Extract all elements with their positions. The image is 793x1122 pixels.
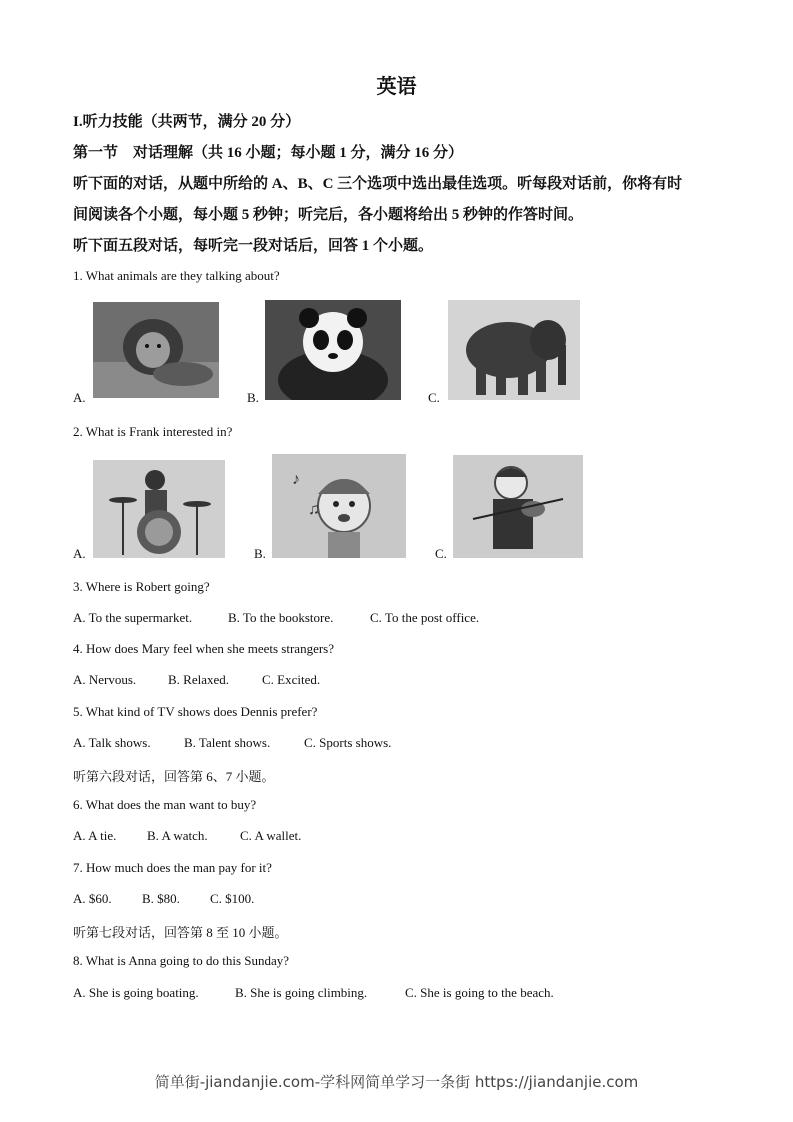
q4-option-c: C. Excited.	[262, 672, 321, 687]
page-footer[interactable]: 简单街-jiandanjie.com-学科网简单学习一条街 https://jiandanjie.com	[154, 1073, 639, 1091]
question-5-options	[73, 735, 391, 751]
q7-option-c: C. $100.	[210, 891, 255, 906]
q8-option-a: A. She is going boating.	[73, 985, 199, 1000]
instructions-line-1: 听下面的对话，从题中所给的 A、B、C 三个选项中选出最佳选项。听每段对话前，你将有时	[73, 176, 683, 192]
question-5: 5. What kind of TV shows does Dennis prefer?	[73, 704, 318, 719]
question-6-options	[73, 828, 301, 844]
q5-option-c: C. Sports shows.	[304, 735, 392, 750]
q5-option-a: A. Talk shows.	[73, 735, 151, 750]
q6-option-a: A. A tie.	[73, 828, 117, 843]
instructions-line-3: 听下面五段对话，每听完一段对话后，回答 1 个小题。	[73, 238, 434, 254]
q7-option-b: B. $80.	[142, 891, 180, 906]
q8-option-c: C. She is going to the beach.	[405, 985, 554, 1000]
dialog-6-note: 听第六段对话，回答第 6、7 小题。	[73, 769, 275, 784]
question-7-options	[73, 891, 254, 907]
part1-heading: 第一节 对话理解（共 16 小题；每小题 1 分，满分 16 分）	[73, 145, 464, 161]
question-3-options	[73, 610, 479, 626]
q4-option-a: A. Nervous.	[73, 672, 137, 687]
violinist-image[interactable]	[453, 455, 583, 558]
question-3: 3. Where is Robert going?	[73, 579, 210, 594]
q6-option-c: C. A wallet.	[240, 828, 302, 843]
q3-option-b: B. To the bookstore.	[228, 610, 334, 625]
question-4-options	[73, 672, 320, 688]
q3-option-a: A. To the supermarket.	[73, 610, 193, 625]
panda-image[interactable]	[265, 300, 401, 400]
svg-text:♫: ♫	[308, 501, 320, 518]
question-7: 7. How much does the man pay for it?	[73, 860, 272, 875]
question-2: 2. What is Frank interested in?	[73, 424, 233, 439]
question-6: 6. What does the man want to buy?	[73, 797, 257, 812]
question-8-options	[73, 985, 554, 1001]
dialog-7-note: 听第七段对话，回答第 8 至 10 小题。	[73, 925, 288, 940]
q4-option-b: B. Relaxed.	[168, 672, 230, 687]
q3-option-c: C. To the post office.	[370, 610, 480, 625]
section-heading: I.听力技能（共两节，满分 20 分）	[73, 114, 301, 130]
page-title: 英语	[376, 76, 417, 98]
q2-option-b-label: B.	[254, 546, 266, 561]
elephant-image[interactable]	[448, 300, 580, 400]
q5-option-b: B. Talent shows.	[184, 735, 271, 750]
q8-option-b: B. She is going climbing.	[235, 985, 368, 1000]
instructions-line-2: 间阅读各个小题，每小题 5 秒钟；听完后，各小题将给出 5 秒钟的作答时间。	[73, 207, 584, 223]
question-8: 8. What is Anna going to do this Sunday?	[73, 953, 290, 968]
svg-text:♪: ♪	[292, 471, 300, 488]
q2-option-c-label: C.	[435, 546, 447, 561]
q2-option-a-label: A.	[73, 546, 86, 561]
question-4: 4. How does Mary feel when she meets strangers?	[73, 641, 335, 656]
q1-option-c-label: C.	[428, 390, 440, 405]
q1-option-a-label: A.	[73, 390, 86, 405]
singing-boy-image[interactable]	[272, 454, 406, 558]
q6-option-b: B. A watch.	[147, 828, 208, 843]
lion-image[interactable]	[93, 302, 219, 398]
drummer-image[interactable]	[93, 460, 225, 558]
q1-option-b-label: B.	[247, 390, 259, 405]
q7-option-a: A. $60.	[73, 891, 112, 906]
question-1: 1. What animals are they talking about?	[73, 268, 280, 283]
